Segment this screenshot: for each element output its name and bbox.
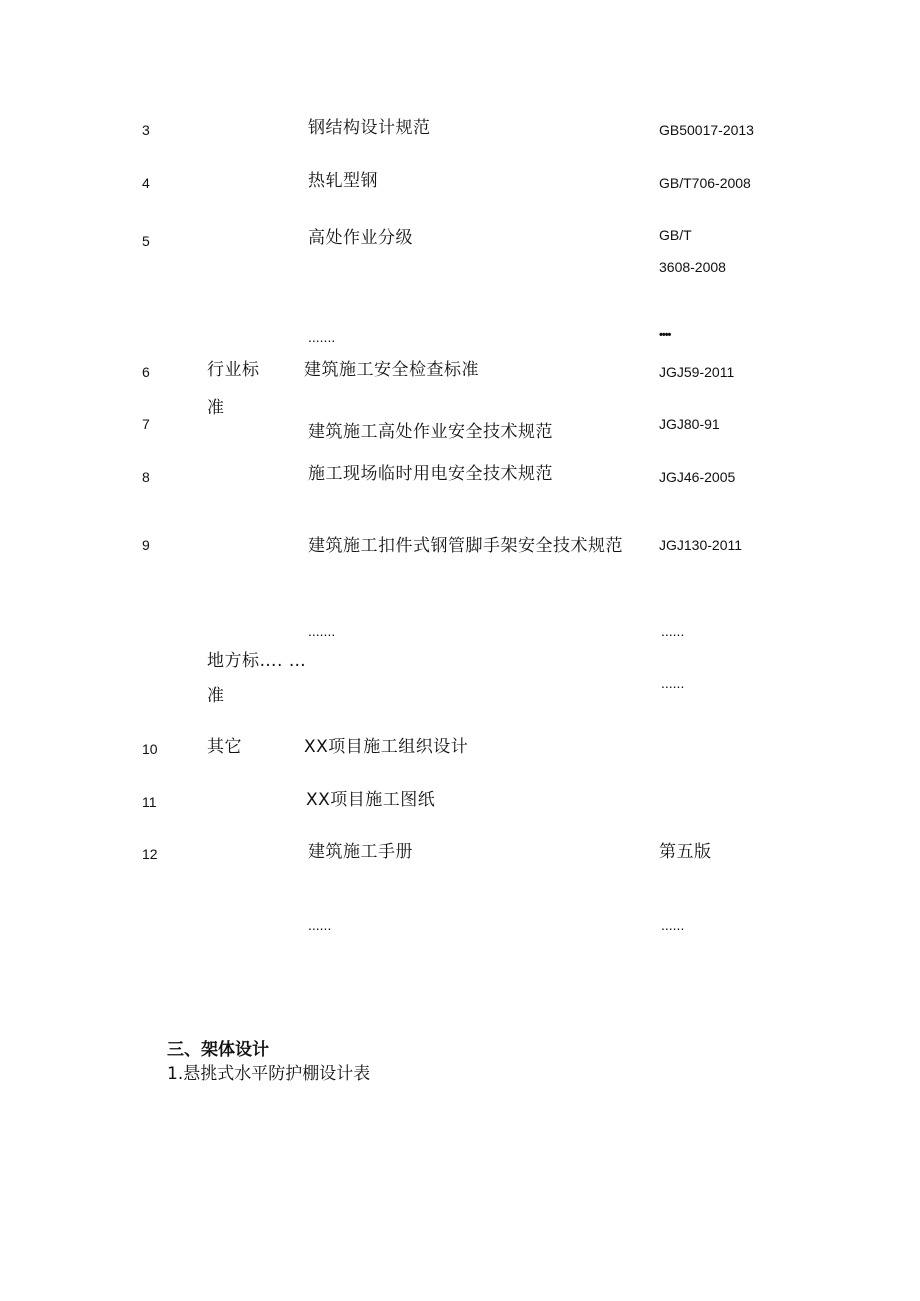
row-number: 11 bbox=[142, 794, 157, 810]
ellipsis-name: ....... bbox=[308, 623, 336, 639]
row-number: 3 bbox=[142, 122, 150, 138]
ellipsis-code: ...... bbox=[661, 623, 685, 639]
row-number: 7 bbox=[142, 416, 150, 432]
standard-name: 建筑施工手册 bbox=[308, 842, 413, 862]
standard-code-line2: 3608-2008 bbox=[659, 259, 726, 275]
standard-name: 钢结构设计规范 bbox=[308, 118, 431, 138]
category-label-line2: 准 bbox=[207, 686, 225, 706]
standard-code-line1: GB/T bbox=[659, 227, 692, 243]
standard-name: 施工现场临时用电安全技术规范 bbox=[308, 464, 553, 484]
row-number: 5 bbox=[142, 233, 150, 249]
standard-code: GB50017-2013 bbox=[659, 122, 754, 138]
standard-code: 第五版 bbox=[659, 842, 712, 862]
standard-code: GB/T706-2008 bbox=[659, 175, 751, 191]
standard-name: 建筑施工安全检查标准 bbox=[304, 360, 479, 380]
ellipsis-name: ....... bbox=[308, 329, 336, 345]
row-number: 8 bbox=[142, 469, 150, 485]
ellipsis-code: •••• bbox=[659, 329, 671, 341]
category-label: 地方标…. … bbox=[207, 651, 307, 671]
row-number: 10 bbox=[142, 741, 158, 757]
standard-name: 热轧型钢 bbox=[308, 171, 378, 191]
subheading: 1.悬挑式水平防护棚设计表 bbox=[167, 1064, 371, 1084]
section-heading: 三、架体设计 bbox=[167, 1040, 269, 1060]
ellipsis-code: ...... bbox=[661, 917, 685, 933]
standard-name: 高处作业分级 bbox=[308, 228, 413, 248]
category-label-line2: 准 bbox=[207, 398, 225, 418]
standard-name: XX项目施工组织设计 bbox=[304, 737, 469, 757]
row-number: 12 bbox=[142, 846, 158, 862]
row-number: 9 bbox=[142, 537, 150, 553]
category-label: 其它 bbox=[207, 737, 242, 757]
standard-name: 建筑施工扣件式钢管脚手架安全技术规范 bbox=[308, 536, 623, 556]
row-number: 6 bbox=[142, 364, 150, 380]
standard-code: JGJ46-2005 bbox=[659, 469, 736, 485]
standard-code: JGJ130-2011 bbox=[659, 537, 743, 553]
category-label: 行业标 bbox=[207, 360, 260, 380]
ellipsis-name: ...... bbox=[308, 917, 332, 933]
standard-code: JGJ80-91 bbox=[659, 416, 720, 432]
standard-name: 建筑施工高处作业安全技术规范 bbox=[308, 422, 553, 442]
standard-name: XX项目施工图纸 bbox=[306, 790, 436, 810]
standard-code: JGJ59-2011 bbox=[659, 364, 735, 380]
row-number: 4 bbox=[142, 175, 150, 191]
ellipsis-code: ...... bbox=[661, 675, 685, 691]
